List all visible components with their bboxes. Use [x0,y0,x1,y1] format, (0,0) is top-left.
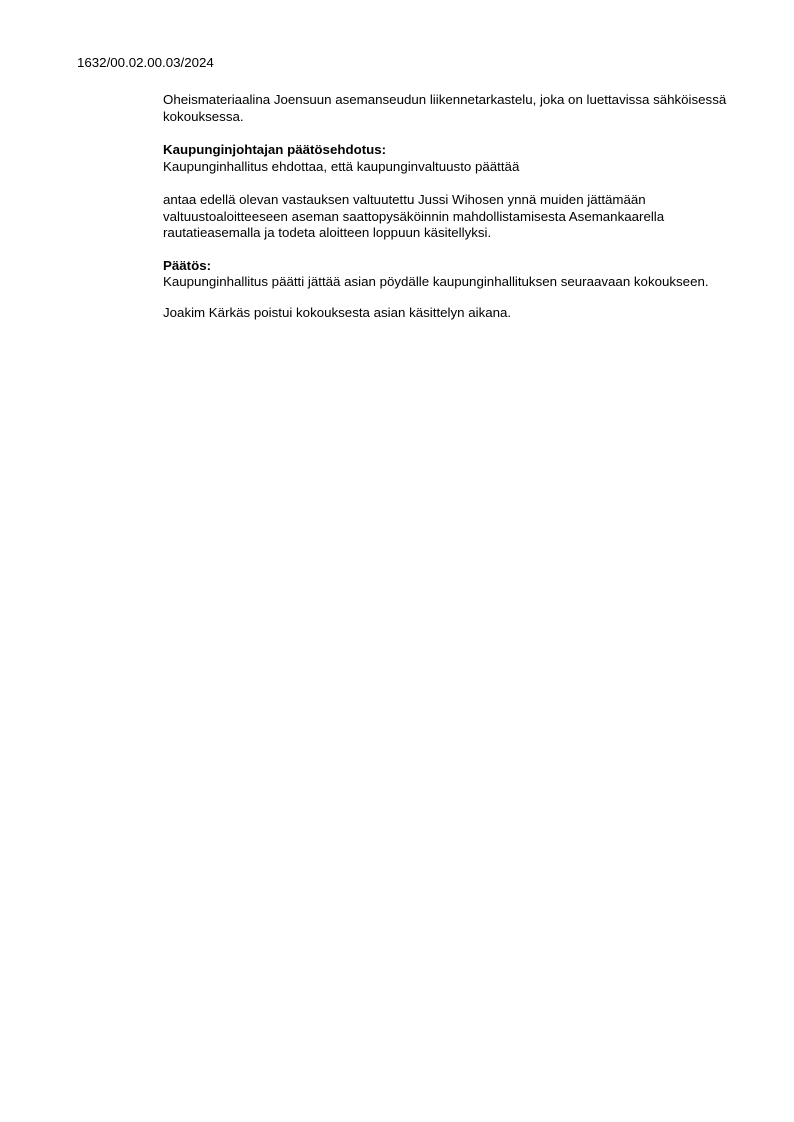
document-body [163,92,733,321]
proposal-details: antaa edellä olevan vastauksen valtuutettu Jussi Wihosen ynnä muiden jättämään valtuustoaloitteeseen aseman saattopysäköinnin mahdollistamisesta Asemankaarella rautatieasemalla ja todeta aloitteen loppuun käsitellyksi. [163,192,665,240]
decision-heading: Päätös: [163,257,212,273]
decision-text: Kaupunginhallitus päätti jättää asian pöydälle kaupunginhallituksen seuraavaan kokoukseen. [163,274,709,289]
attachment-note: Oheismateriaalina Joensuun asemanseudun liikennetarkastelu, joka on luettavissa sähköisessä kokouksessa. [163,92,727,124]
proposal-text: Kaupunginhallitus ehdottaa, että kaupunginvaltuusto päättää [163,158,520,174]
spacer [163,125,733,142]
reference-number: 1632/00.02.00.03/2024 [77,55,214,70]
recusal-note: Joakim Kärkäs poistui kokouksesta asian käsittelyn aikana. [163,304,512,320]
spacer [163,291,733,305]
proposal-heading: Kaupunginjohtajan päätösehdotus: [163,142,387,157]
spacer [163,242,733,258]
spacer [163,175,733,192]
